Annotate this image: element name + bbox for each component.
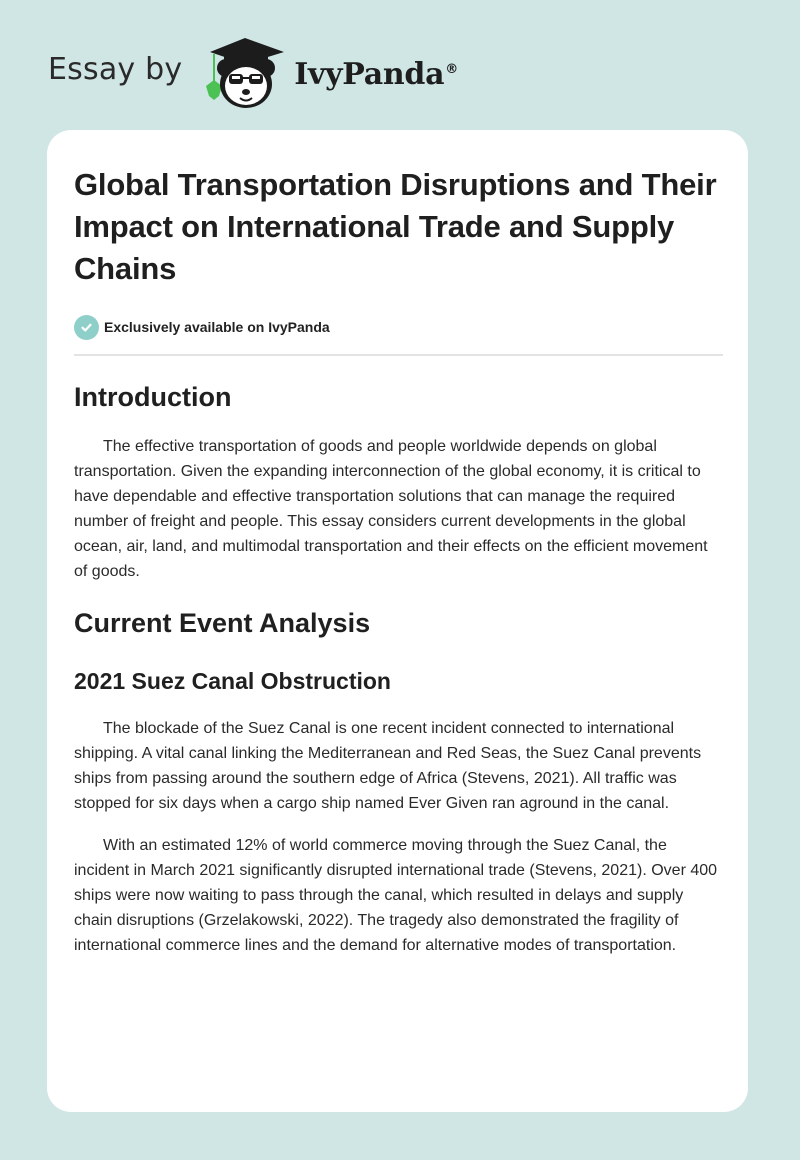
panda-graduate-logo-icon — [202, 34, 288, 110]
suez-paragraph-2: With an estimated 12% of world commerce moving through the Suez Canal, the incident in March 2021 significantly disrupted international trade (Stevens, 2021). Over 400 ships were now waiting to pass through the canal, which resulted in delays and supply chain disruptions (Grzelakowski, 2022). The tragedy also demonstrated the fragility of international commerce lines and the demand for alternative modes of transportation. — [74, 837, 718, 954]
check-circle-icon — [74, 315, 99, 340]
section-heading-current-event-analysis: Current Event Analysis — [74, 608, 371, 638]
exclusive-badge — [74, 314, 723, 340]
essay-title: Global Transportation Disruptions and Their Impact on International Trade and Supply Chains — [74, 167, 717, 286]
registered-mark: ® — [445, 61, 458, 77]
essay-card — [47, 130, 748, 1112]
exclusive-badge-text: Exclusively available on IvyPanda — [104, 319, 330, 335]
essay-content — [74, 164, 723, 958]
essay-by-label: Essay by — [48, 51, 183, 87]
brand-name: IvyPanda® — [294, 56, 458, 92]
suez-paragraph-1: The blockade of the Suez Canal is one recent incident connected to international shipping. A vital canal linking the Mediterranean and Red Seas, the Suez Canal prevents ships from passing around the southern edge of Africa (Stevens, 2021). All traffic was stopped for six days when a cargo ship named Ever Given ran aground in the canal. — [74, 720, 702, 812]
intro-paragraph: The effective transportation of goods and people worldwide depends on global transportation. Given the expanding interconnection of the global economy, it is critical to have dependable and effective transportation solutions that can manage the required number of freight and people. This essay considers current developments in the global ocean, air, land, and multimodal transportation and their effects on the efficient movement of goods. — [74, 438, 708, 580]
title-divider — [74, 354, 723, 356]
section-heading-introduction: Introduction — [74, 382, 232, 412]
site-header-brand[interactable] — [48, 34, 458, 110]
subsection-heading-suez-canal: 2021 Suez Canal Obstruction — [74, 668, 391, 694]
